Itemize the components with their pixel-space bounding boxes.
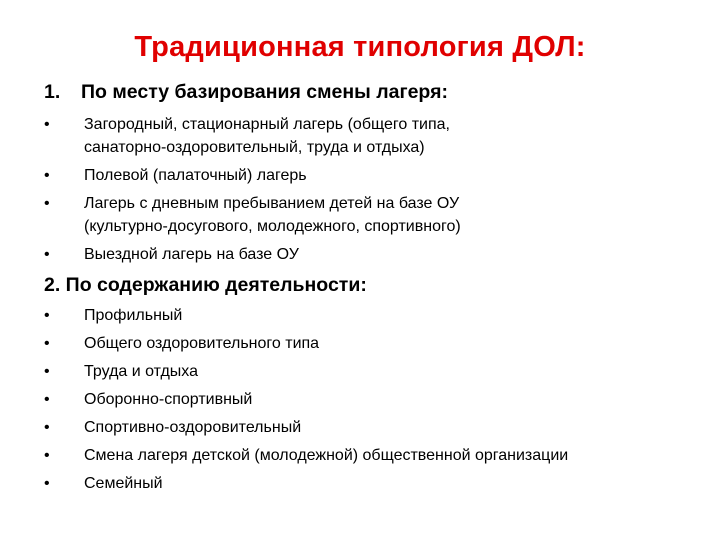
section-heading-location xyxy=(44,78,704,106)
bullet-icon: • xyxy=(44,475,50,492)
list-item-text: Полевой (палаточный) лагерь xyxy=(84,167,307,184)
list-item xyxy=(44,192,704,238)
bullet-icon: • xyxy=(44,419,50,436)
list-item-text: Труда и отдыха xyxy=(84,363,199,380)
list-item xyxy=(44,332,704,355)
list-item-text: (культурно-досугового, молодежного, спортивного) xyxy=(84,218,461,235)
list-item xyxy=(44,472,704,495)
list-item-text: Выездной лагерь на базе ОУ xyxy=(84,246,299,263)
list-item xyxy=(44,113,704,159)
list-item xyxy=(44,243,704,266)
section-heading-content: 2. По содержанию деятельности: xyxy=(44,274,367,296)
location-list xyxy=(44,113,704,266)
list-item-text: Оборонно-спортивный xyxy=(84,391,253,408)
list-item-text: Общего оздоровительного типа xyxy=(84,335,320,352)
bullet-icon: • xyxy=(44,167,50,184)
section-number: 1. xyxy=(44,81,61,103)
list-item-text: Загородный, стационарный лагерь (общего типа, xyxy=(84,116,450,133)
list-item-text: Профильный xyxy=(84,307,183,324)
bullet-icon: • xyxy=(44,116,50,133)
list-item xyxy=(44,164,704,187)
bullet-icon: • xyxy=(44,195,50,212)
bullet-icon: • xyxy=(44,363,50,380)
list-item-text: Смена лагеря детской (молодежной) общественной организации xyxy=(84,447,569,464)
list-item xyxy=(44,416,704,439)
list-item-text: Спортивно-оздоровительный xyxy=(84,419,302,436)
bullet-icon: • xyxy=(44,447,50,464)
bullet-icon: • xyxy=(44,391,50,408)
section-heading-text: По месту базирования смены лагеря: xyxy=(81,81,448,103)
list-item xyxy=(44,444,704,467)
bullet-icon: • xyxy=(44,246,50,263)
list-item-text: Семейный xyxy=(84,475,163,492)
bullet-icon: • xyxy=(44,335,50,352)
slide-content xyxy=(44,78,704,500)
bullet-icon: • xyxy=(44,307,50,324)
list-item-text: санаторно-оздоровительный, труда и отдыха) xyxy=(84,139,425,156)
list-item-text: Лагерь с дневным пребыванием детей на базе ОУ xyxy=(84,195,460,212)
list-item xyxy=(44,360,704,383)
list-item xyxy=(44,304,704,327)
content-list xyxy=(44,304,704,495)
list-item xyxy=(44,388,704,411)
slide-title: Традиционная типология ДОЛ: xyxy=(134,31,586,63)
